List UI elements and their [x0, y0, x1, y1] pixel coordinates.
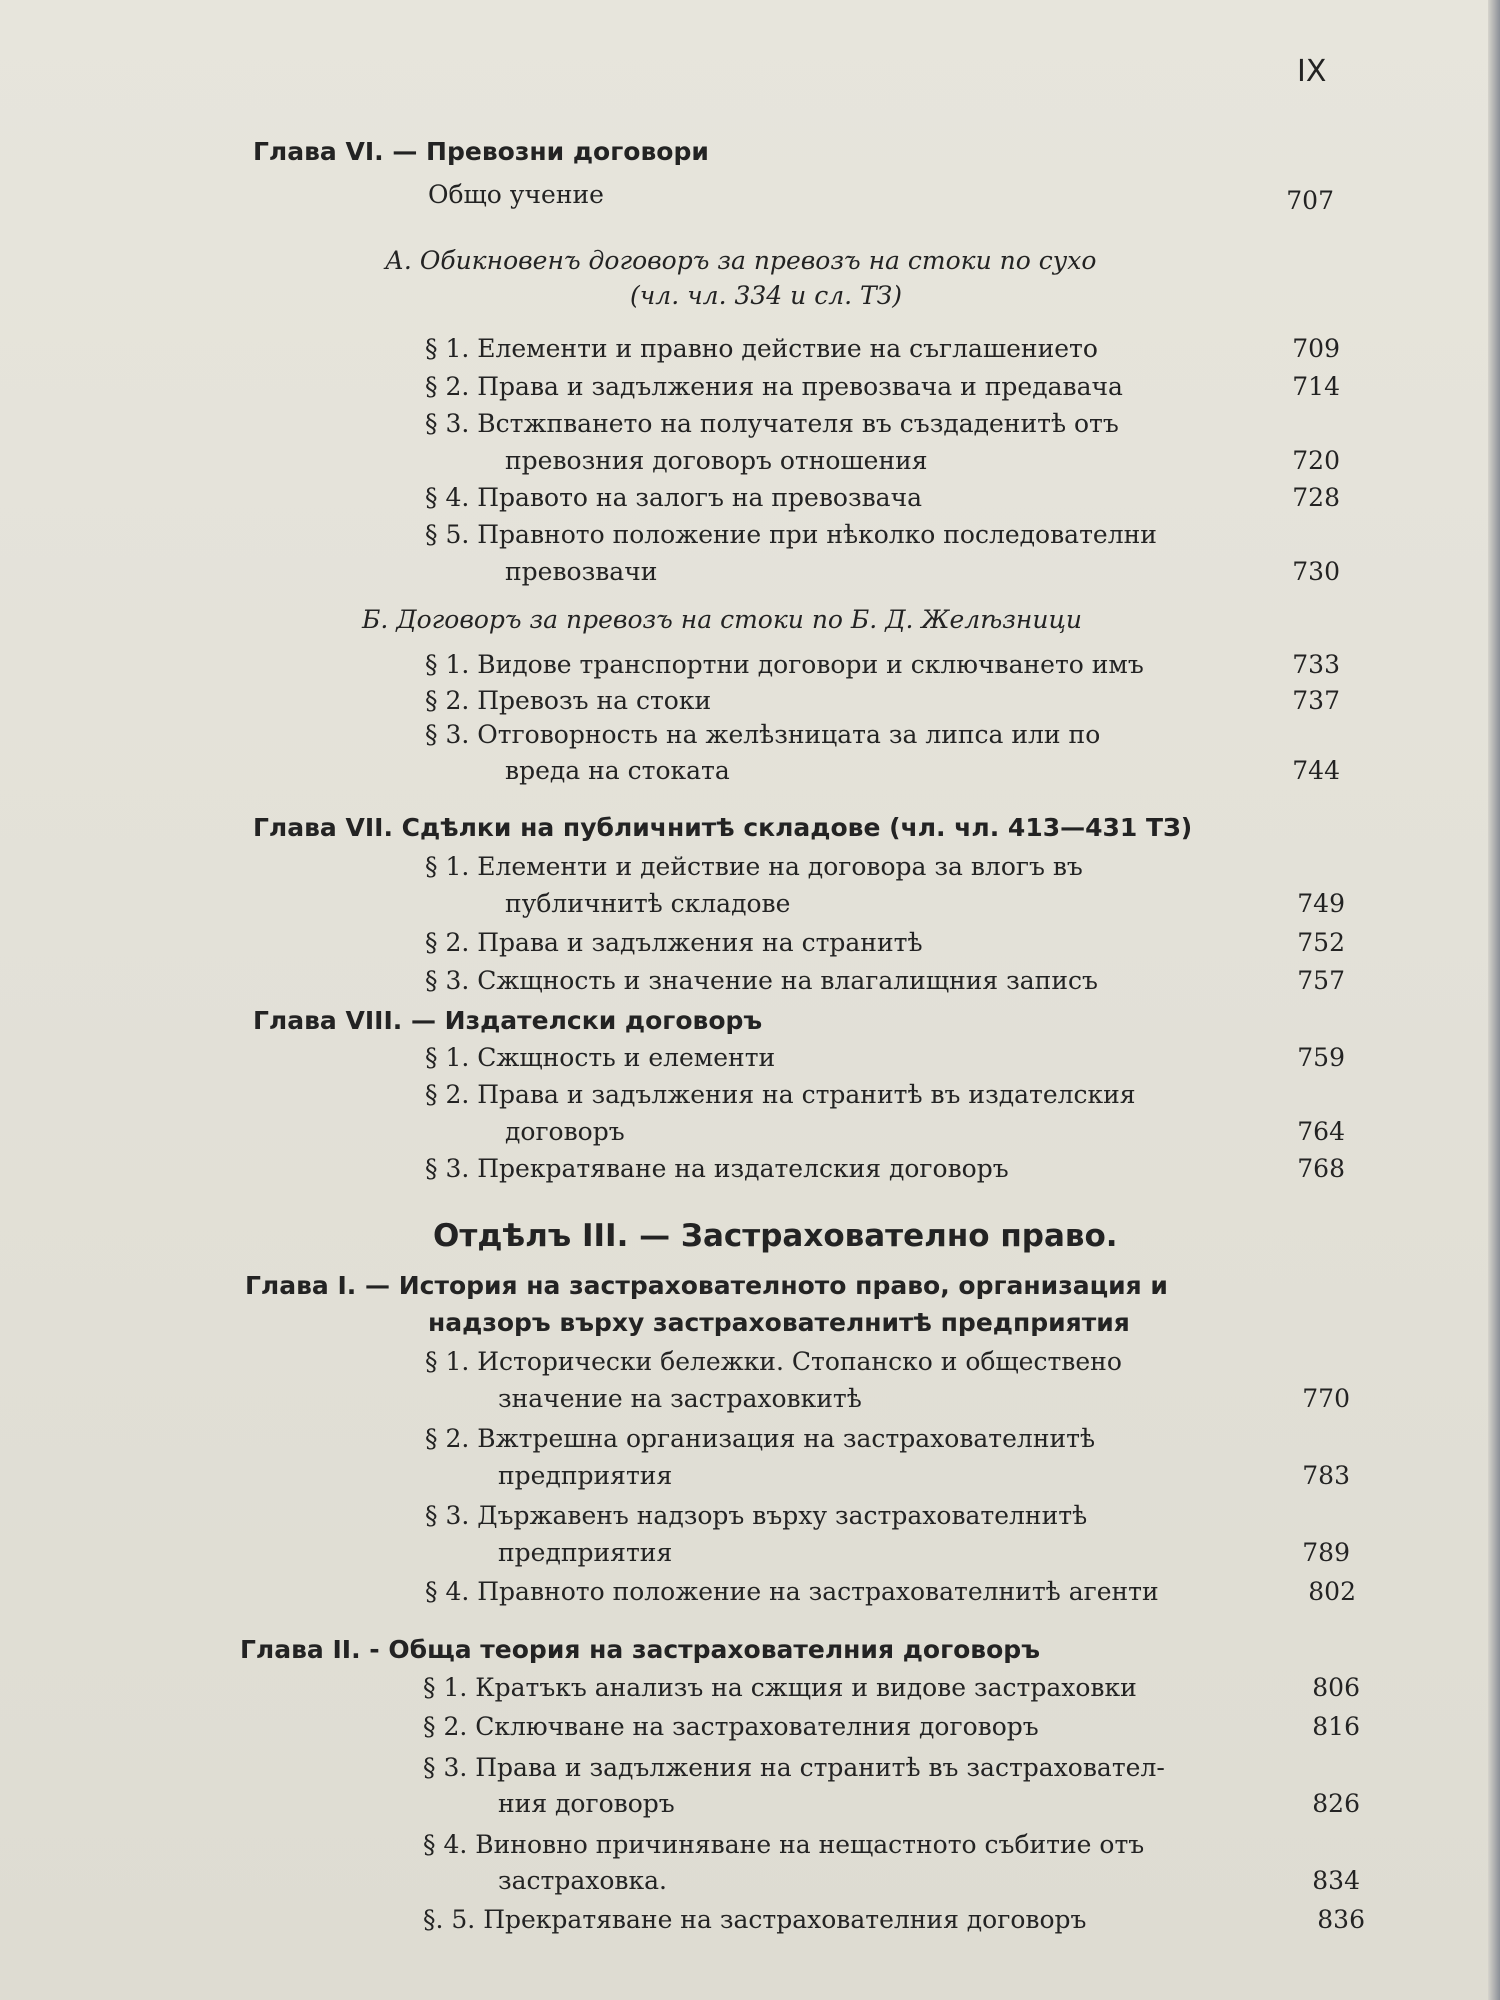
toc-page: 768 [1297, 1154, 1345, 1183]
toc-page: 730 [1292, 557, 1340, 586]
toc-entry: §. 5. Прекратяване на застрахователния договоръ [423, 1905, 1087, 1934]
toc-page: 802 [1308, 1577, 1356, 1606]
toc-entry: § 4. Правното положение на застрахователнитѣ агенти [425, 1577, 1159, 1606]
toc-entry-continuation: превозния договоръ отношения [505, 446, 928, 475]
toc-entry: § 3. Права и задължения на странитѣ въ застраховател- [423, 1753, 1165, 1782]
toc-entry: § 2. Права и задължения на странитѣ въ издателския [425, 1080, 1136, 1109]
part-a-subtitle: (чл. чл. 334 и сл. ТЗ) [630, 281, 903, 310]
toc-entry-continuation: застраховка. [498, 1866, 667, 1895]
toc-entry: § 3. Държавенъ надзоръ върху застрахователнитѣ [425, 1501, 1088, 1530]
toc-entry: § 2. Превозъ на стоки [425, 686, 712, 715]
toc-entry: § 5. Правното положение при нѣколко последователни [425, 520, 1157, 549]
toc-page: 834 [1312, 1866, 1360, 1895]
toc-entry-continuation: договоръ [505, 1117, 625, 1146]
toc-page: 806 [1312, 1673, 1360, 1702]
toc-page: 728 [1292, 483, 1340, 512]
toc-entry: § 2. Сключване на застрахователния договоръ [423, 1712, 1039, 1741]
toc-page: 770 [1302, 1384, 1350, 1413]
toc-entry: § 4. Виновно причиняване на нещастното събитие отъ [423, 1830, 1145, 1859]
toc-entry-continuation: предприятия [498, 1538, 673, 1567]
toc-page: 816 [1312, 1712, 1360, 1741]
toc-entry: § 3. Сжщность и значение на влагалищния записъ [425, 966, 1098, 995]
toc-page: 733 [1292, 650, 1340, 679]
toc-entry: § 3. Встжпването на получателя въ създаденитѣ отъ [425, 409, 1119, 438]
toc-page: 752 [1297, 928, 1345, 957]
toc-entry-continuation: вреда на стоката [505, 756, 730, 785]
toc-page: 764 [1297, 1117, 1345, 1146]
toc-page: 789 [1302, 1538, 1350, 1567]
toc-page: 714 [1292, 372, 1340, 401]
toc-entry: § 2. Вжтрешна организация на застрахователнитѣ [425, 1424, 1096, 1453]
toc-entry: § 3. Отговорность на желѣзницата за липса или по [425, 720, 1101, 749]
toc-entry-continuation: значение на застраховкитѣ [498, 1384, 862, 1413]
toc-entry-continuation: публичнитѣ складове [505, 889, 791, 918]
toc-page: 757 [1297, 966, 1345, 995]
toc-entry-continuation: предприятия [498, 1461, 673, 1490]
toc-entry: § 1. Видове транспортни договори и сключването имъ [425, 650, 1144, 679]
toc-entry: § 2. Права и задължения на странитѣ [425, 928, 923, 957]
toc-page: 720 [1292, 446, 1340, 475]
toc-entry: § 1. Сжщность и елементи [425, 1043, 776, 1072]
toc-page: 826 [1312, 1789, 1360, 1818]
toc-entry: § 1. Исторически бележки. Стопанско и обществено [425, 1347, 1122, 1376]
section-3-chapter-2-title: Глава II. - Обща теория на застрахователния договоръ [240, 1635, 1040, 1664]
page-number: IX [1297, 54, 1327, 89]
toc-entry: § 4. Правото на залогъ на превозвача [425, 483, 922, 512]
toc-entry: § 1. Кратъкъ анализъ на сжщия и видове застраховки [423, 1673, 1137, 1702]
toc-page: 836 [1317, 1905, 1365, 1934]
part-b-title: Б. Договоръ за превозъ на стоки по Б. Д. Желѣзници [362, 605, 1083, 634]
toc-entry: § 1. Елементи и действие на договора за влогъ въ [425, 852, 1083, 881]
general-entry: Общо учение [428, 180, 604, 209]
page-edge-shadow [1488, 0, 1500, 2000]
toc-page: 744 [1292, 756, 1340, 785]
chapter-7-title: Глава VII. Сдѣлки на публичнитѣ складове (чл. чл. 413—431 ТЗ) [253, 813, 1193, 842]
toc-entry-continuation: превозвачи [505, 557, 658, 586]
toc-page: 709 [1292, 334, 1340, 363]
chapter-6-title: Глава VI. — Превозни договори [253, 137, 709, 166]
section-3-title: Отдѣлъ III. — Застрахователно право. [433, 1218, 1118, 1254]
toc-entry: § 3. Прекратяване на издателския договоръ [425, 1154, 1009, 1183]
toc-entry: § 2. Права и задължения на превозвача и предавача [425, 372, 1123, 401]
section-3-chapter-1-title: Глава I. — История на застрахователното право, организация и [245, 1271, 1168, 1300]
toc-page: 749 [1297, 889, 1345, 918]
toc-page: 783 [1302, 1461, 1350, 1490]
chapter-8-title: Глава VIII. — Издателски договоръ [253, 1006, 763, 1035]
toc-entry: § 1. Елементи и правно действие на съглашението [425, 334, 1098, 363]
part-a-title: А. Обикновенъ договоръ за превозъ на стоки по сухо [385, 246, 1097, 275]
toc-page: 759 [1297, 1043, 1345, 1072]
general-page: 707 [1286, 186, 1334, 215]
toc-page: 737 [1292, 686, 1340, 715]
section-3-chapter-1-subtitle: надзоръ върху застрахователнитѣ предприятия [428, 1308, 1130, 1337]
toc-entry-continuation: ния договоръ [498, 1789, 675, 1818]
